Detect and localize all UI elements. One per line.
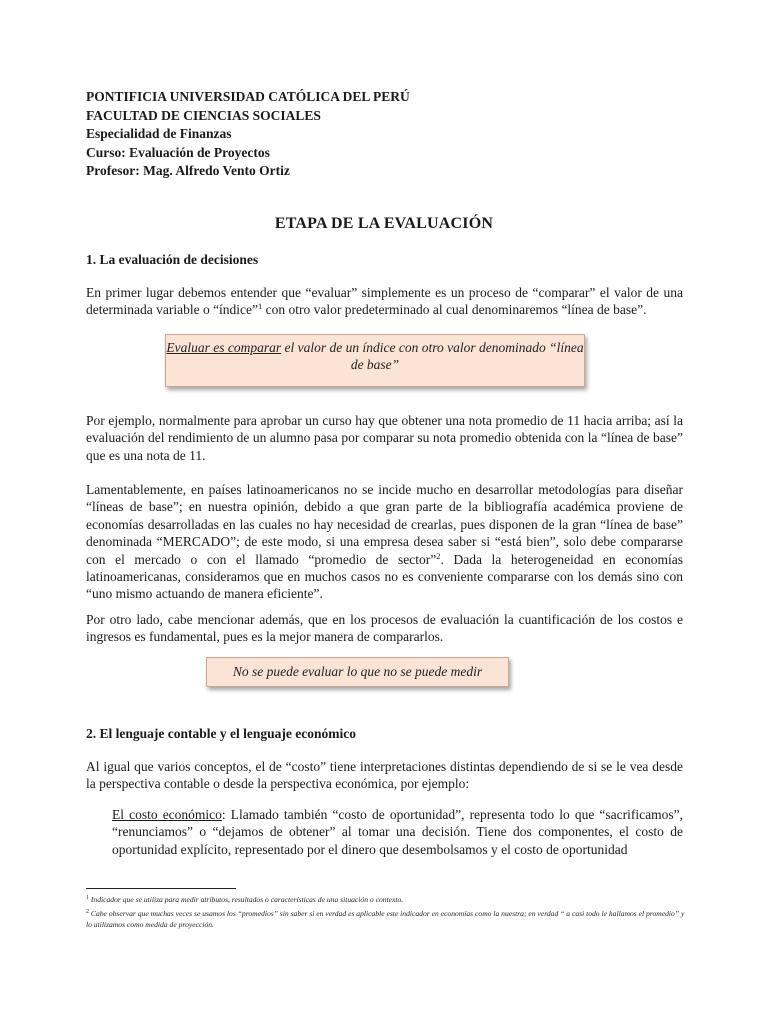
specialty-name: Especialidad de Finanzas	[86, 126, 232, 141]
footnote-number: 2	[86, 909, 89, 915]
paragraph-text: En primer lugar debemos entender que “evaluar” simplemente es un proceso de “comparar” el valor de una determinada variable o “índice”	[86, 285, 683, 318]
section-1-paragraph-2: Por ejemplo, normalmente para aprobar un curso hay que obtener una nota promedio de 11 hacia arriba; así la evaluación del rendimiento de un alumno pasa por comparar su nota promedio obtenida con la “línea de base” que es una nota de 11.	[86, 413, 683, 463]
footnote-1	[86, 894, 686, 905]
section-2-costo-economico	[112, 806, 683, 858]
section-1-paragraph-3	[86, 481, 683, 603]
course-name: Curso: Evaluación de Proyectos	[86, 144, 270, 160]
callout-emphasis: Evaluar es comparar	[166, 340, 282, 355]
faculty-name: FACULTAD DE CIENCIAS SOCIALES	[86, 107, 321, 123]
university-name: PONTIFICIA UNIVERSIDAD CATÓLICA DEL PERÚ	[86, 89, 410, 104]
institution-header	[86, 88, 410, 181]
section-2-heading: 2. El lenguaje contable y el lenguaje económico	[86, 726, 356, 741]
callout-medir: No se puede evaluar lo que no se puede medir	[206, 657, 509, 687]
callout-evaluar-es-comparar	[165, 334, 585, 387]
footnote-text: Indicador que se utiliza para medir atributos, resultados o características de una situación o contexto.	[89, 895, 404, 904]
footnote-number: 1	[86, 895, 89, 901]
section-2-paragraph-1: Al igual que varios conceptos, el de “costo” tiene interpretaciones distintas dependiendo de si se le vea desde la perspectiva contable o desde la perspectiva económica, por ejemplo:	[86, 759, 683, 792]
paragraph-text: Lamentablemente, en países latinoamericanos no se incide mucho en desarrollar metodologías para diseñar “líneas de base”; en nuestra opinión, debido a que gran parte de la bibliografía académica proviene de economías desarrolladas en las cuales no hay necesidad de crearlas, pues disponen de la gran “línea de base” denominada “MERCADO”; de este modo, si una empresa desea saber si “está bien”, solo debe compararse con el mercado o con el llamado “promedio de sector”	[86, 482, 683, 567]
term-label: El costo económico	[112, 807, 222, 822]
footnote-ref-2: 2	[436, 550, 441, 561]
footnote-ref-1: 1	[258, 301, 263, 312]
section-1-paragraph-4: Por otro lado, cabe mencionar además, que en los procesos de evaluación la cuantificación de los costos e ingresos es fundamental, pues es la mejor manera de compararlos.	[86, 612, 683, 645]
callout-text: el valor de un índice con otro valor denominado “línea de base”	[281, 340, 584, 372]
paragraph-text: : Llamado también “costo de oportunidad”, representa todo lo que “sacrificamos”, “renunciamos” o “dejamos de obtener” al tomar una decisión. Tiene dos componentes, el costo de oportunidad explícito, representado por el dinero que desembolsamos y el costo de oportunidad	[112, 807, 683, 857]
paragraph-text: con otro valor predeterminado al cual denominaremos “línea de base”.	[262, 302, 647, 318]
section-1-heading: 1. La evaluación de decisiones	[86, 252, 259, 267]
section-1-paragraph-1	[86, 284, 683, 319]
footnote-separator	[86, 888, 236, 889]
paragraph-text: . Dada la heterogeneidad en economías latinoamericanas, consideramos que en muchos casos no es conveniente compararse con los demás sino con “uno mismo actuando de manera eficiente”.	[86, 551, 683, 602]
professor-name: Profesor: Mag. Alfredo Vento Ortiz	[86, 163, 290, 178]
footnote-text: Cabe observar que muchas veces se usamos los “promedios” sin saber si en verdad es aplicable este indicador en economías como la nuestra; en verdad “ a casi todo le hallamos el promedio” y lo utilizamos como medida de proyección.	[86, 909, 685, 929]
footnote-2	[86, 908, 686, 930]
document-title: ETAPA DE LA EVALUACIÓN	[274, 215, 494, 232]
